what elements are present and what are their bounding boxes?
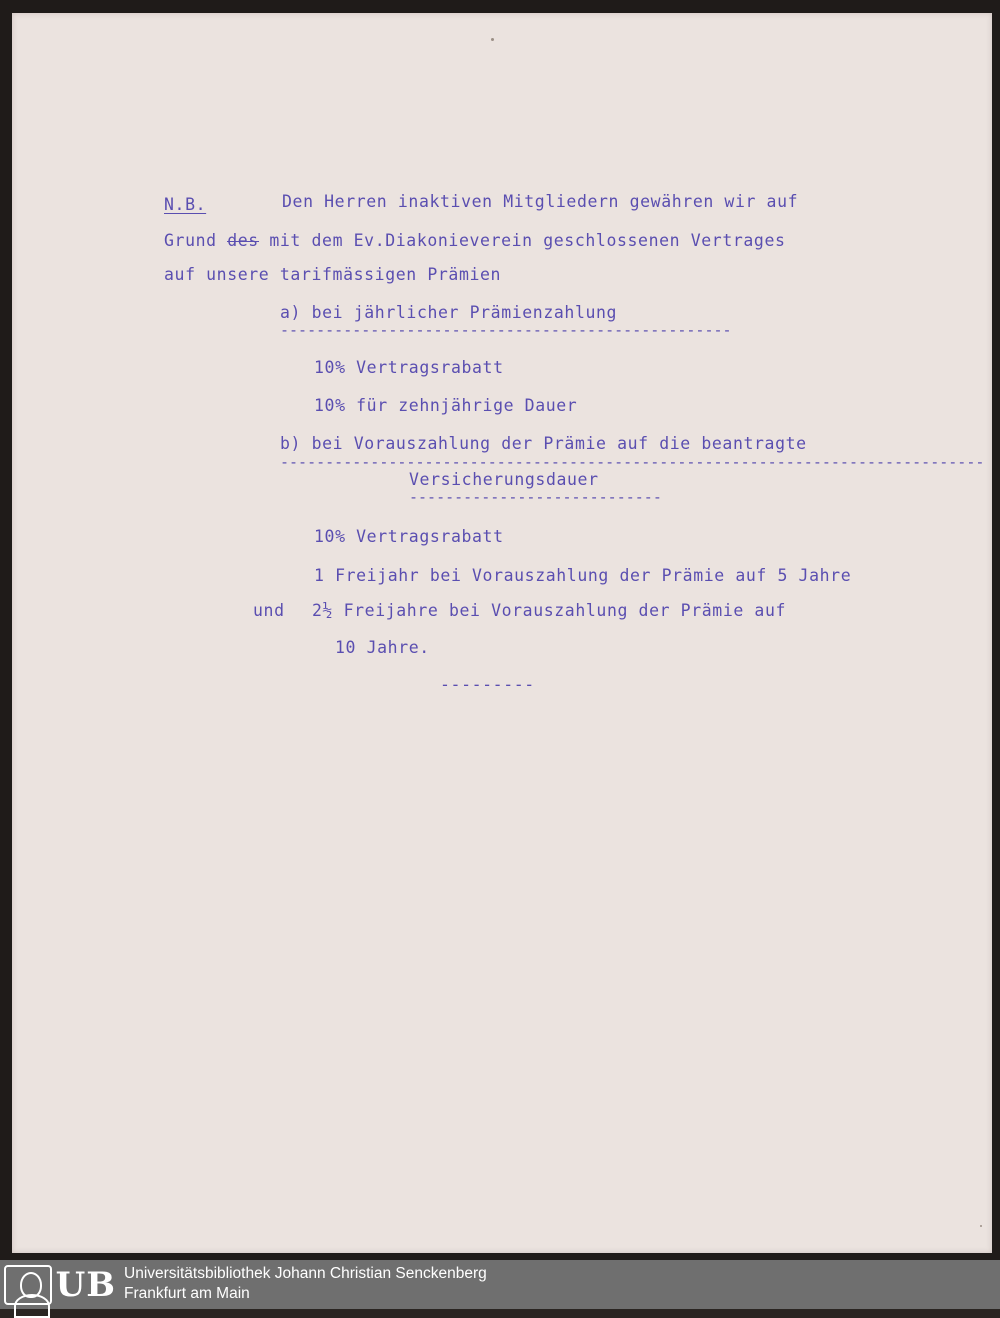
para-line-2 (164, 231, 786, 250)
section-b-item-3-line-1: 2½ Freijahre bei Vorauszahlung der Prämie auf (312, 601, 787, 620)
document-page (12, 13, 992, 1253)
section-a-heading: a) bei jährlicher Prämienzahlung (280, 303, 618, 322)
section-b-item-2: 1 Freijahr bei Vorauszahlung der Prämie auf 5 Jahre (314, 566, 852, 585)
struck-word: des (227, 231, 259, 250)
paper-speck (980, 1225, 982, 1227)
ub-logo-text: UB (55, 1264, 116, 1305)
portrait-icon (4, 1265, 52, 1305)
library-footer (0, 1260, 1000, 1309)
nb-marker: N.B. (164, 195, 207, 214)
section-a-item-1: 10% Vertragsrabatt (314, 358, 504, 377)
section-b-underline-2: ---------------------------- (409, 488, 662, 506)
section-b-underline-1: ------------------------------------------------------------------------------ (280, 453, 985, 471)
para-line-1: Den Herren inaktiven Mitgliedern gewähren wir auf (282, 192, 799, 211)
closing-rule: --------- (440, 675, 535, 694)
library-city: Frankfurt am Main (124, 1285, 250, 1302)
section-b-item-3-line-2: 10 Jahre. (335, 638, 430, 657)
para-line-3: auf unsere tarifmässigen Prämien (164, 265, 502, 284)
ub-logo (4, 1263, 116, 1306)
section-b-heading-line-2: Versicherungsdauer (409, 470, 599, 489)
und-word: und (253, 601, 285, 620)
section-a-item-2: 10% für zehnjährige Dauer (314, 396, 578, 415)
para-line-2-start: Grund (164, 231, 217, 250)
section-b-item-1: 10% Vertragsrabatt (314, 527, 504, 546)
section-b-heading-line-1: b) bei Vorauszahlung der Prämie auf die beantragte (280, 434, 807, 453)
section-a-underline: -------------------------------------------------- (280, 321, 732, 339)
library-name: Universitätsbibliothek Johann Christian Senckenberg (124, 1265, 487, 1282)
para-line-2-end: mit dem Ev.Diakonieverein geschlossenen Vertrages (258, 231, 786, 250)
paper-speck (491, 38, 494, 41)
